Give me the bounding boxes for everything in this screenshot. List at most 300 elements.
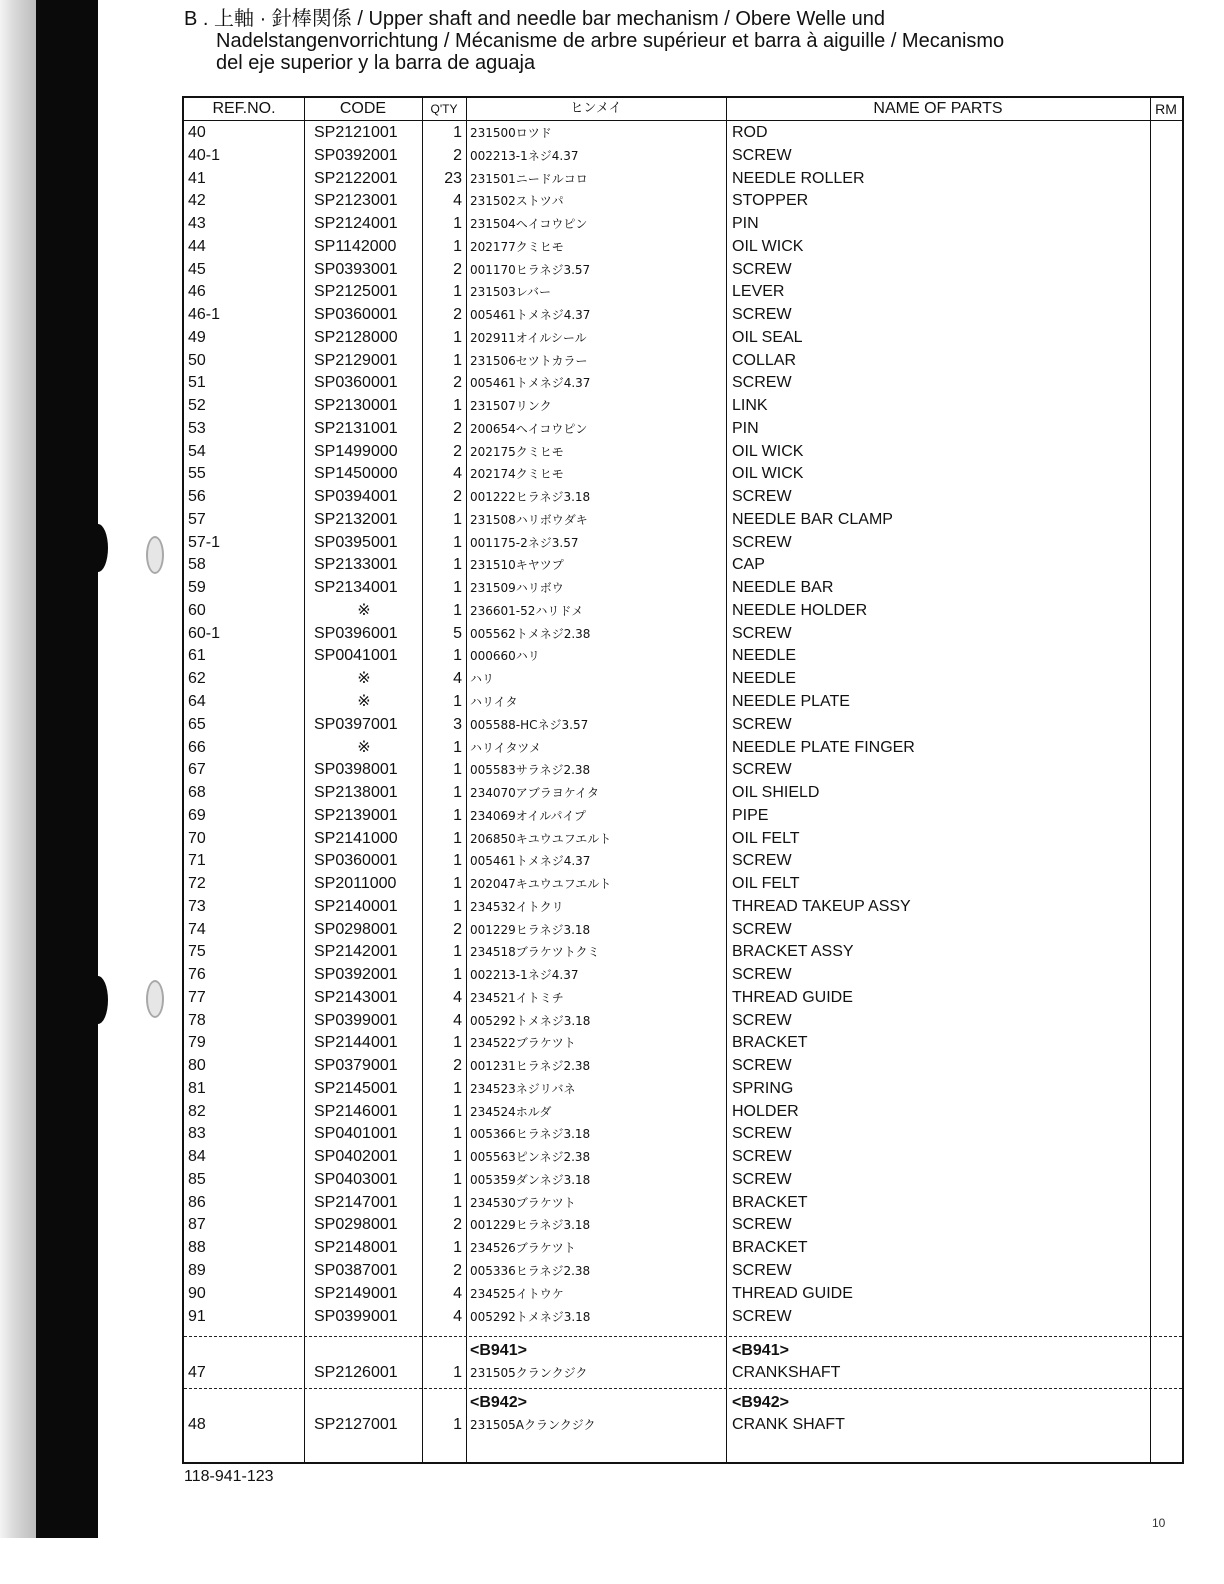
part-name: SCREW bbox=[732, 374, 792, 392]
ref-no: 70 bbox=[188, 829, 206, 847]
section-separator bbox=[184, 1336, 1182, 1337]
part-code: SP0399001 bbox=[314, 1011, 398, 1029]
part-name: OIL SEAL bbox=[732, 328, 803, 346]
jp-name: 231507リンク bbox=[470, 399, 552, 414]
part-name: NEEDLE ROLLER bbox=[732, 169, 865, 187]
quantity: 3 bbox=[453, 715, 462, 733]
part-name: SCREW bbox=[732, 1148, 792, 1166]
part-name: STOPPER bbox=[732, 192, 809, 210]
jp-name: 234522ブラケツト bbox=[470, 1036, 576, 1051]
jp-name: 231504ヘイコウピン bbox=[470, 217, 588, 232]
scan-edge-shading bbox=[0, 0, 36, 1538]
ref-no: 49 bbox=[188, 328, 206, 346]
table-row bbox=[184, 1214, 1182, 1237]
quantity: 5 bbox=[453, 624, 462, 642]
table-row bbox=[184, 1283, 1182, 1306]
ref-no: 76 bbox=[188, 966, 206, 984]
jp-name: 231503レバー bbox=[470, 285, 551, 300]
part-name: LINK bbox=[732, 397, 768, 415]
part-code: SP0298001 bbox=[314, 1216, 398, 1234]
table-row bbox=[184, 919, 1182, 942]
quantity: 1 bbox=[453, 1125, 462, 1143]
part-name: SCREW bbox=[732, 146, 792, 164]
ref-no: 41 bbox=[188, 169, 206, 187]
part-name: SCREW bbox=[732, 1262, 792, 1279]
part-name: PIPE bbox=[732, 806, 769, 824]
part-name: NEEDLE BAR bbox=[732, 579, 834, 597]
jp-name: 234524ホルダ bbox=[470, 1104, 552, 1119]
quantity: 4 bbox=[453, 192, 462, 210]
jp-name: 231508ハリボウダキ bbox=[470, 512, 588, 527]
table-row bbox=[184, 691, 1182, 714]
ref-no: 86 bbox=[188, 1193, 206, 1211]
part-code: SP0360001 bbox=[314, 374, 398, 392]
part-name: NEEDLE HOLDER bbox=[732, 601, 868, 619]
quantity: 1 bbox=[453, 556, 462, 574]
part-code: SP2131001 bbox=[314, 419, 398, 437]
part-code: SP2146001 bbox=[314, 1102, 398, 1120]
quantity: 2 bbox=[453, 146, 462, 164]
part-code: SP2121001 bbox=[314, 124, 398, 141]
jp-name: 234518ブラケツトクミ bbox=[470, 945, 600, 960]
ref-no: 48 bbox=[188, 1416, 206, 1433]
part-code: SP2138001 bbox=[314, 784, 398, 802]
punch-hole-bottom bbox=[88, 976, 108, 1024]
part-code: SP0396001 bbox=[314, 624, 398, 642]
part-name: PIN bbox=[732, 419, 759, 437]
quantity: 1 bbox=[453, 875, 462, 893]
table-row bbox=[184, 850, 1182, 873]
ref-no: 50 bbox=[188, 351, 206, 369]
ref-no: 75 bbox=[188, 943, 206, 961]
part-name: SCREW bbox=[732, 533, 792, 551]
ref-no: 54 bbox=[188, 442, 206, 460]
jp-name: 005583サラネジ2.38 bbox=[470, 763, 591, 778]
jp-name: 234532イトクリ bbox=[470, 899, 564, 914]
ref-no: 59 bbox=[188, 579, 206, 597]
header-qty: Q'TY bbox=[430, 102, 458, 116]
jp-name: 231502ストツパ bbox=[470, 194, 564, 209]
part-code: SP2123001 bbox=[314, 192, 398, 210]
part-name: SCREW bbox=[732, 715, 792, 733]
page-number: 10 bbox=[1152, 1516, 1166, 1530]
part-code: SP0392001 bbox=[314, 146, 398, 164]
quantity: 1 bbox=[453, 693, 462, 710]
jp-name: 202177クミヒモ bbox=[470, 239, 564, 254]
quantity: 2 bbox=[453, 1216, 462, 1234]
jp-name: 236601-52ハリドメ bbox=[470, 603, 584, 618]
table-row bbox=[184, 1032, 1182, 1055]
part-name: SCREW bbox=[732, 306, 792, 324]
quantity: 1 bbox=[453, 215, 462, 233]
jp-name: 005292トメネジ3.18 bbox=[470, 1013, 591, 1028]
part-name: SCREW bbox=[732, 966, 792, 984]
jp-name: 005588-HCネジ3.57 bbox=[470, 717, 589, 732]
table-row bbox=[184, 281, 1182, 304]
part-name: SCREW bbox=[732, 761, 792, 779]
page-title bbox=[184, 8, 1174, 74]
jp-name: 001170ヒラネジ3.57 bbox=[470, 262, 591, 277]
ref-no: 91 bbox=[188, 1307, 206, 1325]
part-name: BRACKET bbox=[732, 1034, 808, 1052]
ref-no: 46 bbox=[188, 283, 206, 301]
ref-no: 52 bbox=[188, 397, 206, 415]
table-row bbox=[184, 327, 1182, 350]
table-row bbox=[184, 1169, 1182, 1192]
title-line-2: Nadelstangenvorrichtung / Mécanisme de arbre supérieur et barra à aiguille / Mecanismo bbox=[216, 30, 1005, 52]
part-code: SP0395001 bbox=[314, 533, 398, 551]
jp-name: 234521イトミチ bbox=[470, 990, 564, 1005]
ref-no: 40 bbox=[188, 124, 206, 141]
jp-name: 234070アブラヨケイタ bbox=[470, 786, 599, 801]
ref-no: 69 bbox=[188, 806, 206, 824]
table-row bbox=[184, 873, 1182, 896]
section-b941 bbox=[184, 1340, 1182, 1386]
jp-name: 002213-1ネジ4.37 bbox=[470, 968, 579, 983]
table-row bbox=[184, 486, 1182, 509]
quantity: 2 bbox=[453, 306, 462, 324]
quantity: 1 bbox=[453, 738, 462, 756]
quantity: 2 bbox=[453, 442, 462, 460]
ref-no: 55 bbox=[188, 465, 206, 483]
punch-hole-top bbox=[88, 524, 108, 572]
jp-name: 005336ヒラネジ2.38 bbox=[470, 1264, 591, 1278]
part-code: ※ bbox=[357, 601, 371, 619]
table-row bbox=[184, 236, 1182, 259]
part-name: THREAD GUIDE bbox=[732, 988, 853, 1006]
table-row bbox=[184, 532, 1182, 555]
part-name: THREAD TAKEUP ASSY bbox=[732, 897, 911, 915]
part-name: NEEDLE bbox=[732, 647, 797, 665]
part-code: SP2144001 bbox=[314, 1034, 398, 1052]
part-code: SP0402001 bbox=[314, 1148, 398, 1166]
jp-name: 206850キユウユフエルト bbox=[470, 831, 612, 846]
quantity: 2 bbox=[453, 1262, 462, 1279]
table-row bbox=[184, 168, 1182, 191]
quantity: 1 bbox=[453, 806, 462, 824]
part-name: SCREW bbox=[732, 260, 792, 278]
part-name: BRACKET ASSY bbox=[732, 943, 854, 961]
part-name: SCREW bbox=[732, 1216, 792, 1234]
ref-no: 88 bbox=[188, 1239, 206, 1257]
table-row bbox=[184, 190, 1182, 213]
part-name: NEEDLE bbox=[732, 670, 797, 688]
ref-no: 60 bbox=[188, 601, 206, 619]
section-label-name: <B941> bbox=[732, 1342, 789, 1359]
part-name: BRACKET bbox=[732, 1239, 808, 1257]
part-name: CAP bbox=[732, 556, 765, 574]
ref-no: 67 bbox=[188, 761, 206, 779]
part-code: SP2149001 bbox=[314, 1284, 398, 1302]
jp-name: 005461トメネジ4.37 bbox=[470, 376, 591, 391]
part-code: SP2129001 bbox=[314, 351, 398, 369]
table-row bbox=[184, 896, 1182, 919]
jp-name: 231510キヤツプ bbox=[470, 558, 564, 573]
part-name: SPRING bbox=[732, 1079, 794, 1097]
section-b942 bbox=[184, 1392, 1182, 1438]
ref-no: 74 bbox=[188, 920, 206, 938]
quantity: 2 bbox=[453, 488, 462, 506]
jp-name: 234530ブラケツト bbox=[470, 1195, 576, 1210]
table-row bbox=[184, 759, 1182, 782]
ref-no: 43 bbox=[188, 215, 206, 233]
table-row bbox=[184, 941, 1182, 964]
jp-name: 001231ヒラネジ2.38 bbox=[470, 1059, 591, 1074]
table-row bbox=[184, 1101, 1182, 1124]
jp-name: 200654ヘイコウピン bbox=[470, 421, 588, 436]
header-name: NAME OF PARTS bbox=[873, 100, 1003, 117]
quantity: 2 bbox=[453, 1057, 462, 1075]
part-name: SCREW bbox=[732, 488, 792, 506]
quantity: 1 bbox=[453, 1102, 462, 1120]
ref-no: 45 bbox=[188, 260, 206, 278]
part-code: SP1142000 bbox=[314, 237, 397, 255]
quantity: 1 bbox=[453, 510, 462, 528]
ref-no: 51 bbox=[188, 374, 206, 392]
quantity: 1 bbox=[453, 397, 462, 415]
punch-hole-shadow-top bbox=[146, 536, 164, 574]
ref-no: 62 bbox=[188, 670, 206, 688]
part-code: SP0041001 bbox=[314, 647, 398, 665]
quantity: 4 bbox=[453, 465, 462, 483]
table-row bbox=[184, 1237, 1182, 1260]
part-name: HOLDER bbox=[732, 1102, 799, 1120]
jp-name: ハリ bbox=[470, 672, 495, 687]
section-label-jp: <B941> bbox=[470, 1342, 527, 1359]
part-name: SCREW bbox=[732, 1170, 792, 1188]
table-row bbox=[184, 418, 1182, 441]
quantity: 1 bbox=[453, 601, 462, 619]
part-name: PIN bbox=[732, 215, 759, 233]
part-name: SCREW bbox=[732, 852, 792, 870]
part-code: SP1450000 bbox=[314, 465, 398, 483]
part-code: SP0360001 bbox=[314, 306, 398, 324]
table-row bbox=[184, 987, 1182, 1010]
title-line-1: B . 上軸 · 針棒関係 / Upper shaft and needle bar mechanism / Obere Welle und bbox=[184, 8, 886, 30]
quantity: 1 bbox=[453, 1239, 462, 1257]
quantity: 2 bbox=[453, 419, 462, 437]
part-name: SCREW bbox=[732, 1011, 792, 1029]
quantity: 1 bbox=[453, 328, 462, 346]
header-rm: RM bbox=[1155, 101, 1177, 117]
ref-no: 80 bbox=[188, 1057, 206, 1075]
part-name: LEVER bbox=[732, 283, 785, 301]
part-code: SP2141000 bbox=[314, 829, 398, 847]
part-code: SP2128000 bbox=[314, 328, 398, 346]
table-row bbox=[184, 350, 1182, 373]
jp-name: 202911オイルシール bbox=[470, 330, 587, 345]
part-code: SP2142001 bbox=[314, 943, 398, 961]
jp-name: 231505クランクジク bbox=[470, 1366, 588, 1380]
part-code: ※ bbox=[357, 670, 371, 688]
part-code: SP0399001 bbox=[314, 1307, 398, 1325]
quantity: 4 bbox=[453, 1284, 462, 1302]
ref-no: 77 bbox=[188, 988, 206, 1006]
ref-no: 47 bbox=[188, 1364, 206, 1381]
jp-name: 005461トメネジ4.37 bbox=[470, 854, 591, 869]
part-code: SP2134001 bbox=[314, 579, 398, 597]
table-row bbox=[184, 1010, 1182, 1033]
header-ref: REF.NO. bbox=[212, 100, 276, 117]
table-row bbox=[184, 805, 1182, 828]
table-row bbox=[184, 1260, 1182, 1283]
part-code: SP0379001 bbox=[314, 1057, 398, 1075]
table-row bbox=[184, 395, 1182, 418]
ref-no: 58 bbox=[188, 556, 206, 574]
quantity: 1 bbox=[453, 784, 462, 802]
jp-name: 202175クミヒモ bbox=[470, 444, 564, 459]
part-code: ※ bbox=[357, 693, 371, 710]
document-code: 118-941-123 bbox=[184, 1468, 274, 1485]
ref-no: 57-1 bbox=[188, 533, 221, 551]
table-row bbox=[184, 645, 1182, 668]
part-name: NEEDLE PLATE FINGER bbox=[732, 738, 915, 756]
jp-name: 005563ピンネジ2.38 bbox=[470, 1150, 591, 1165]
quantity: 1 bbox=[453, 579, 462, 597]
jp-name: 231501ニードルコロ bbox=[470, 171, 588, 186]
part-name: OIL WICK bbox=[732, 465, 804, 483]
part-code: SP0397001 bbox=[314, 715, 398, 733]
part-code: ※ bbox=[357, 738, 371, 756]
table-row bbox=[184, 304, 1182, 327]
quantity: 1 bbox=[453, 647, 462, 665]
table-row bbox=[184, 509, 1182, 532]
part-code: SP2125001 bbox=[314, 283, 398, 301]
quantity: 4 bbox=[453, 1307, 462, 1325]
part-name: SCREW bbox=[732, 624, 792, 642]
jp-name: 231509ハリボウ bbox=[470, 581, 564, 596]
part-name: NEEDLE BAR CLAMP bbox=[732, 510, 893, 528]
quantity: 1 bbox=[453, 1364, 462, 1381]
part-code: SP0298001 bbox=[314, 920, 398, 938]
part-code: SP2147001 bbox=[314, 1193, 398, 1211]
jp-name: 234526ブラケツト bbox=[470, 1241, 576, 1256]
part-name: SCREW bbox=[732, 1057, 792, 1075]
quantity: 1 bbox=[453, 966, 462, 984]
part-name: OIL WICK bbox=[732, 442, 804, 460]
jp-name: 234069オイルパイプ bbox=[470, 808, 587, 823]
jp-name: 005366ヒラネジ3.18 bbox=[470, 1127, 591, 1142]
part-code: SP2122001 bbox=[314, 169, 398, 187]
quantity: 4 bbox=[453, 988, 462, 1006]
quantity: 1 bbox=[453, 1034, 462, 1052]
punch-hole-shadow-bottom bbox=[146, 980, 164, 1018]
part-name: CRANKSHAFT bbox=[732, 1364, 841, 1381]
table-row bbox=[184, 577, 1182, 600]
part-name: COLLAR bbox=[732, 351, 797, 369]
ref-no: 46-1 bbox=[188, 306, 221, 324]
quantity: 1 bbox=[453, 1193, 462, 1211]
table-row bbox=[184, 554, 1182, 577]
table-header bbox=[184, 98, 1182, 121]
quantity: 4 bbox=[453, 670, 462, 688]
quantity: 23 bbox=[444, 169, 462, 187]
title-line-3: del eje superior y la barra de aguaja bbox=[216, 52, 536, 74]
section-label-name: <B942> bbox=[732, 1394, 789, 1411]
jp-name: 000660ハリ bbox=[470, 649, 540, 664]
quantity: 1 bbox=[453, 1148, 462, 1166]
ref-no: 78 bbox=[188, 1011, 206, 1029]
quantity: 1 bbox=[453, 124, 462, 141]
jp-name: 234523ネジリバネ bbox=[470, 1081, 576, 1096]
table-row bbox=[184, 463, 1182, 486]
part-code: SP0392001 bbox=[314, 966, 398, 984]
section-label-jp: <B942> bbox=[470, 1394, 527, 1411]
ref-no: 90 bbox=[188, 1284, 206, 1302]
quantity: 1 bbox=[453, 943, 462, 961]
quantity: 1 bbox=[453, 237, 462, 255]
quantity: 1 bbox=[453, 1170, 462, 1188]
part-name: SCREW bbox=[732, 1307, 792, 1325]
part-name: SCREW bbox=[732, 1125, 792, 1143]
ref-no: 44 bbox=[188, 237, 206, 255]
table-row bbox=[184, 259, 1182, 282]
part-code: SP0401001 bbox=[314, 1125, 398, 1143]
part-code: SP2140001 bbox=[314, 897, 398, 915]
ref-no: 40-1 bbox=[188, 146, 221, 164]
part-name: BRACKET bbox=[732, 1193, 808, 1211]
quantity: 1 bbox=[453, 761, 462, 779]
part-name: OIL SHIELD bbox=[732, 784, 820, 802]
quantity: 2 bbox=[453, 920, 462, 938]
jp-name: 001222ヒラネジ3.18 bbox=[470, 490, 591, 505]
jp-name: ハリイタツメ bbox=[470, 740, 542, 755]
part-code: SP2148001 bbox=[314, 1239, 398, 1257]
ref-no: 53 bbox=[188, 419, 206, 437]
quantity: 1 bbox=[453, 533, 462, 551]
part-name: CRANK SHAFT bbox=[732, 1416, 845, 1433]
jp-name: 005562トメネジ2.38 bbox=[470, 626, 591, 641]
part-name: OIL FELT bbox=[732, 829, 800, 847]
ref-no: 72 bbox=[188, 875, 206, 893]
jp-name: 005461トメネジ4.37 bbox=[470, 308, 591, 323]
ref-no: 61 bbox=[188, 647, 206, 665]
ref-no: 85 bbox=[188, 1170, 206, 1188]
quantity: 1 bbox=[453, 1079, 462, 1097]
ref-no: 73 bbox=[188, 897, 206, 915]
ref-no: 57 bbox=[188, 510, 206, 528]
table-row bbox=[184, 1078, 1182, 1101]
ref-no: 66 bbox=[188, 738, 206, 756]
table-row bbox=[184, 213, 1182, 236]
part-code: SP0398001 bbox=[314, 761, 398, 779]
ref-no: 81 bbox=[188, 1079, 206, 1097]
quantity: 1 bbox=[453, 1416, 462, 1433]
part-code: SP2145001 bbox=[314, 1079, 398, 1097]
table-row bbox=[184, 623, 1182, 646]
jp-name: 005359ダンネジ3.18 bbox=[470, 1172, 591, 1187]
part-name: OIL FELT bbox=[732, 875, 800, 893]
jp-name: 005292トメネジ3.18 bbox=[470, 1309, 591, 1324]
table-row bbox=[184, 1192, 1182, 1215]
table-row bbox=[184, 1055, 1182, 1078]
parts-table bbox=[182, 96, 1184, 1464]
header-jp-name: ヒンメイ bbox=[570, 101, 622, 116]
jp-name: 234525イトウケ bbox=[470, 1286, 564, 1301]
part-code: SP2126001 bbox=[314, 1364, 398, 1381]
jp-name: 002213-1ネジ4.37 bbox=[470, 148, 579, 163]
ref-no: 42 bbox=[188, 192, 206, 210]
part-code: SP0393001 bbox=[314, 260, 398, 278]
part-code: SP0394001 bbox=[314, 488, 398, 506]
quantity: 2 bbox=[453, 260, 462, 278]
part-code: SP2143001 bbox=[314, 988, 398, 1006]
header-code: CODE bbox=[339, 100, 387, 117]
part-code: SP2139001 bbox=[314, 806, 398, 824]
jp-name: 001229ヒラネジ3.18 bbox=[470, 1218, 591, 1233]
ref-no: 71 bbox=[188, 852, 206, 870]
ref-no: 89 bbox=[188, 1262, 206, 1279]
